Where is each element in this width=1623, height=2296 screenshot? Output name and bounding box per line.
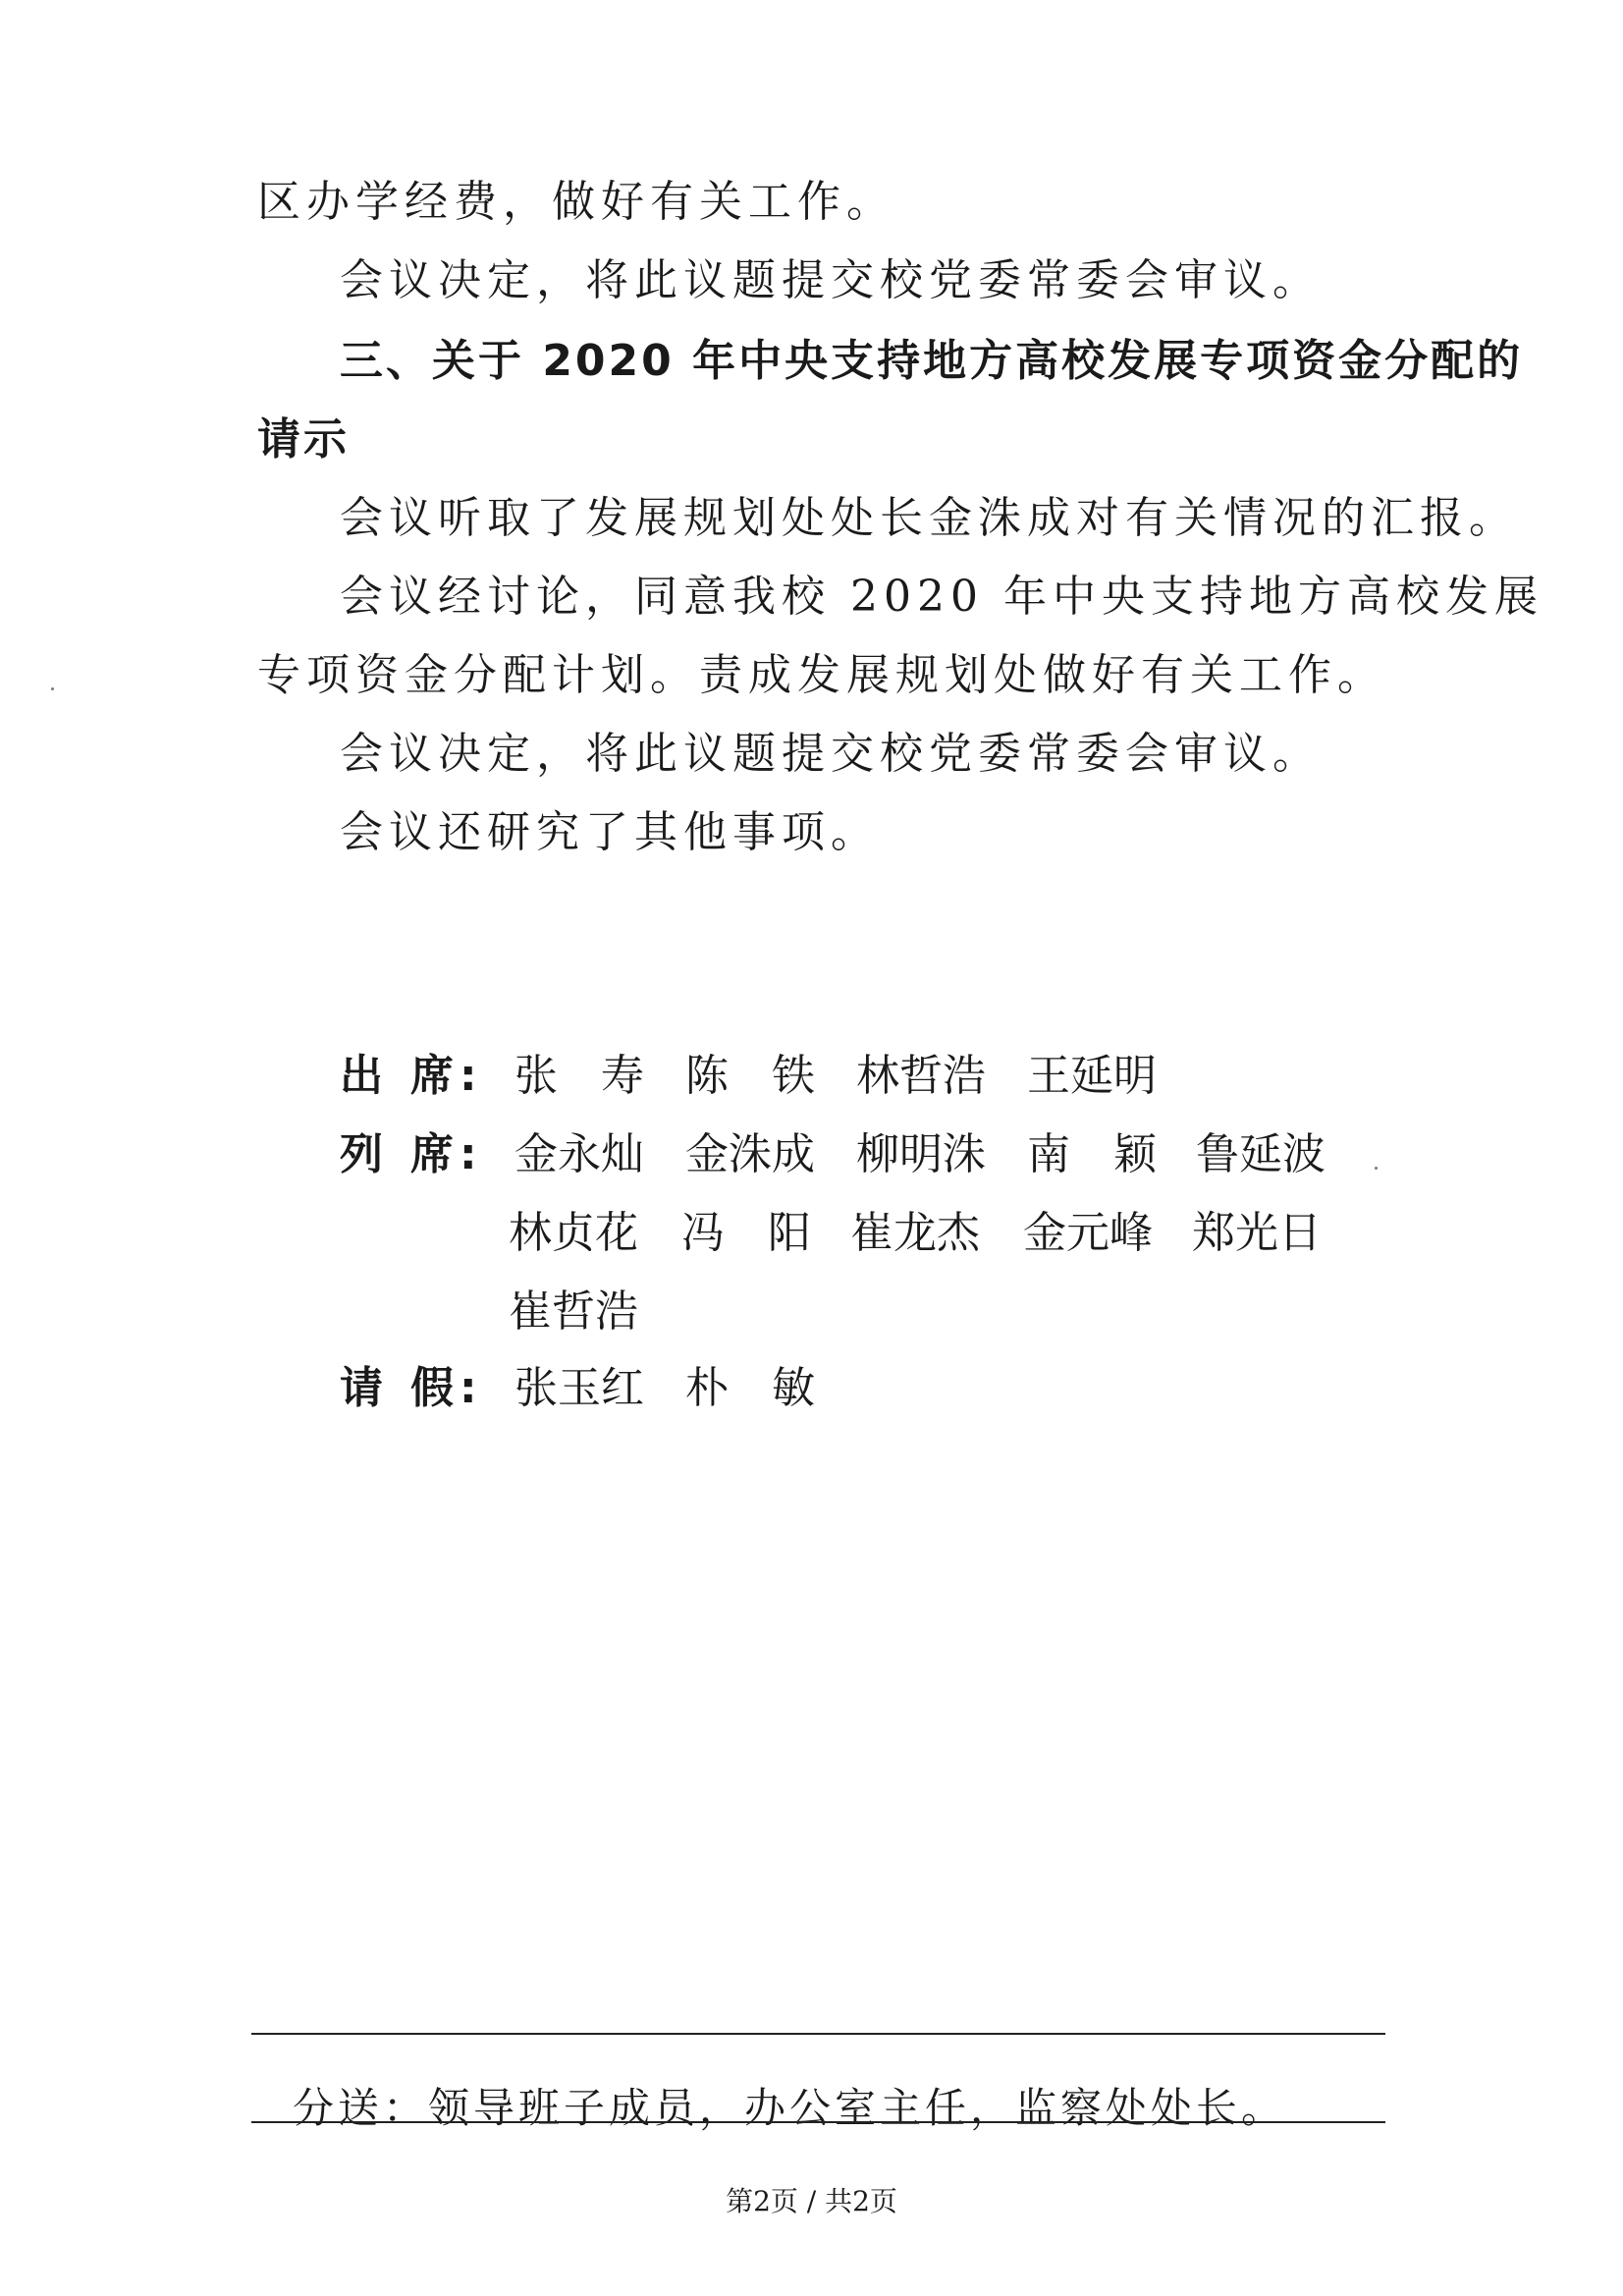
attendee-name: 金元峰	[1023, 1208, 1153, 1258]
present-label	[340, 1049, 497, 1104]
attendee-name: 金洙成	[685, 1129, 815, 1179]
label-char: 请	[340, 1363, 383, 1413]
section-heading-cont: 请示	[257, 414, 350, 465]
attendee-name: 崔龙杰	[850, 1208, 980, 1258]
scan-speck	[1375, 1167, 1378, 1170]
bottom-divider	[251, 2121, 1385, 2123]
leave-label	[340, 1361, 497, 1416]
label-colon: :	[460, 1363, 477, 1413]
label-char: 席	[410, 1051, 454, 1101]
distribution-line: 分送：领导班子成员，办公室主任，监察处处长。	[293, 2084, 1287, 2132]
attendee-name: 金永灿	[514, 1129, 644, 1179]
top-divider	[251, 2033, 1385, 2035]
paragraph-line: 会议听取了发展规划处处长金洙成对有关情况的汇报。	[340, 493, 1518, 543]
attendee-name: 林贞花	[509, 1208, 638, 1258]
attendee-name: 陈 铁	[685, 1051, 815, 1101]
attendee-name: 南 颖	[1027, 1129, 1157, 1179]
attendee-name: 崔哲浩	[509, 1286, 638, 1337]
attending-label	[340, 1127, 497, 1182]
attendee-name: 张玉红	[514, 1363, 644, 1413]
label-colon: :	[460, 1051, 477, 1101]
attendee-name: 王延明	[1027, 1051, 1157, 1101]
paragraph-line: 专项资金分配计划。责成发展规划处做好有关工作。	[257, 650, 1386, 700]
label-char: 席	[410, 1129, 454, 1179]
label-colon: :	[460, 1129, 477, 1179]
attendee-name: 郑光日	[1192, 1208, 1322, 1258]
paragraph-line: 会议决定，将此议题提交校党委常委会审议。	[340, 255, 1322, 305]
section-heading: 三、关于 2020 年中央支持地方高校发展专项资金分配的	[340, 336, 1524, 386]
scan-speck	[51, 687, 54, 690]
label-char: 出	[340, 1051, 383, 1101]
attendee-name: 林哲浩	[856, 1051, 986, 1101]
paragraph-line: 会议决定，将此议题提交校党委常委会审议。	[340, 729, 1322, 779]
label-char: 列	[340, 1129, 383, 1179]
attendee-name: 张 寿	[514, 1051, 644, 1101]
paragraph-line: 会议经讨论，同意我校 2020 年中央支持地方高校发展	[340, 572, 1543, 622]
label-char: 假	[410, 1363, 454, 1413]
attendee-name: 鲁延波	[1196, 1129, 1325, 1179]
paragraph-line: 区办学经费，做好有关工作。	[257, 177, 895, 227]
attendee-name: 朴 敏	[685, 1363, 815, 1413]
paragraph-line: 会议还研究了其他事项。	[340, 807, 880, 857]
attendee-name: 柳明洙	[856, 1129, 986, 1179]
attendee-name: 冯 阳	[681, 1208, 811, 1258]
page-footer: 第2页 / 共2页	[726, 2185, 897, 2217]
